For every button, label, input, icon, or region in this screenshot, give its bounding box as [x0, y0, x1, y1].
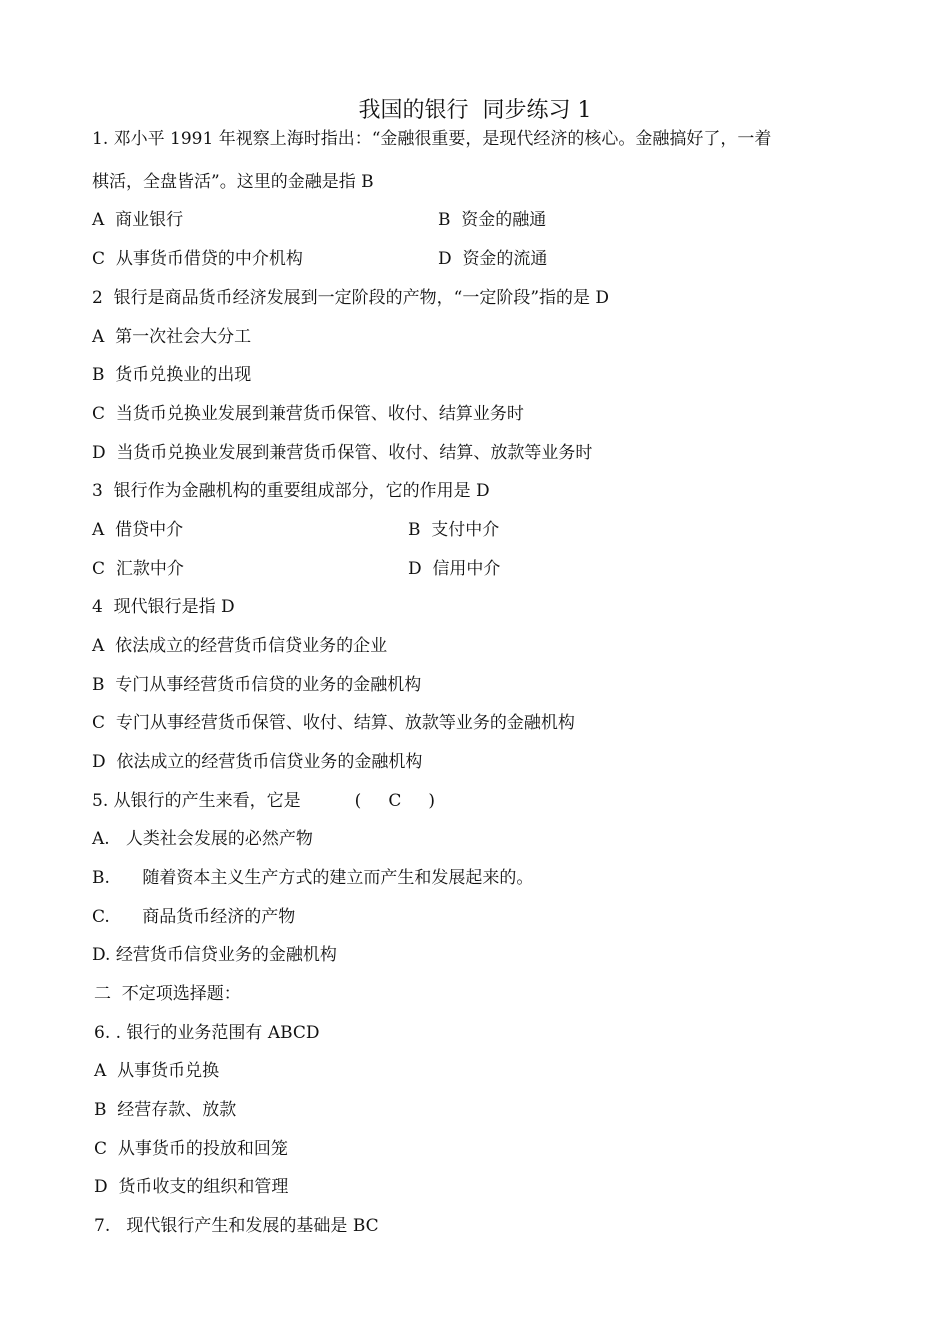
question-4-stem: 4 现代银行是指 D [92, 597, 235, 617]
question-4-option-c: C 专门从事经营货币保管、收付、结算、放款等业务的金融机构 [92, 713, 575, 733]
question-4-option-a: A 依法成立的经营货币信贷业务的企业 [92, 636, 388, 656]
question-1-option-b: B 资金的融通 [438, 210, 547, 230]
question-1-option-c: C 从事货币借贷的中介机构 [92, 249, 303, 269]
question-2-option-a: A 第一次社会大分工 [92, 327, 252, 347]
question-3-option-d: D 信用中介 [408, 559, 501, 579]
question-2-option-d: D 当货币兑换业发展到兼营货币保管、收付、结算、放款等业务时 [92, 443, 593, 463]
question-4-option-d: D 依法成立的经营货币信贷业务的金融机构 [92, 752, 423, 772]
question-6-option-a: A 从事货币兑换 [94, 1061, 220, 1081]
question-5-option-d: D. 经营货币信贷业务的金融机构 [92, 945, 337, 965]
page-title: 我国的银行 同步练习 1 [358, 98, 592, 123]
section-heading: 二 不定项选择题： [94, 984, 241, 1004]
question-3-option-c: C 汇款中介 [92, 559, 184, 579]
question-3-option-b: B 支付中介 [408, 520, 500, 540]
question-1-option-d: D 资金的流通 [438, 249, 548, 269]
question-1-option-a: A 商业银行 [92, 210, 184, 230]
question-1-stem: 1. 邓小平 1991 年视察上海时指出：“金融很重要，是现代经济的核心。金融搞好了，一着 [92, 129, 772, 149]
question-6-stem: 6. . 银行的业务范围有 ABCD [94, 1023, 320, 1043]
question-2-option-b: B 货币兑换业的出现 [92, 365, 252, 385]
question-3-stem: 3 银行作为金融机构的重要组成部分，它的作用是 D [92, 481, 490, 501]
question-3-option-a: A 借贷中介 [92, 520, 184, 540]
question-6-option-c: C 从事货币的投放和回笼 [94, 1139, 288, 1159]
question-4-option-b: B 专门从事经营货币信贷的业务的金融机构 [92, 675, 422, 695]
question-5-option-a: A. 人类社会发展的必然产物 [92, 829, 313, 849]
question-6-option-d: D 货币收支的组织和管理 [94, 1177, 289, 1197]
question-7-stem: 7. 现代银行产生和发展的基础是 BC [94, 1216, 379, 1236]
question-5-option-c: C. 商品货币经济的产物 [92, 907, 296, 927]
question-2-stem: 2 银行是商品货币经济发展到一定阶段的产物，“一定阶段”指的是 D [92, 288, 610, 308]
question-5-option-b: B. 随着资本主义生产方式的建立而产生和发展起来的。 [92, 868, 534, 888]
question-2-option-c: C 当货币兑换业发展到兼营货币保管、收付、结算业务时 [92, 404, 524, 424]
question-5-stem: 5. 从银行的产生来看，它是 ( C ) [92, 791, 435, 811]
question-1-stem-cont: 棋活，全盘皆活”。这里的金融是指 B [92, 172, 374, 192]
question-6-option-b: B 经营存款、放款 [94, 1100, 237, 1120]
